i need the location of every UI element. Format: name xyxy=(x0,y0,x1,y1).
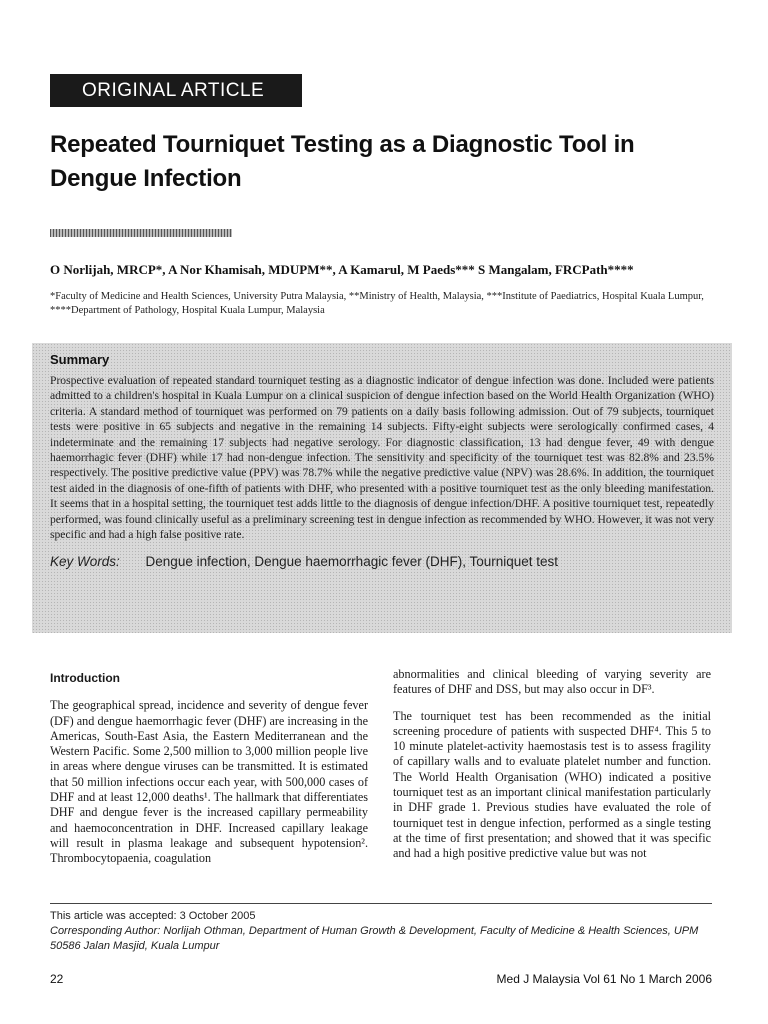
summary-text: Prospective evaluation of repeated standard tourniquet testing as a diagnostic indicator of dengue infection was done. Included were patients admitted to a children's hospital in Kuala Lumpur on a clinical suspicion of dengue infection based on the World Health Organization (WHO) criteria. A standard method of tourniquet was performed on 79 patients on a daily basis following admission. Out of 79 subjects, tourniquet tests were positive in 65 subjects and negative in the remaining 14 subjects. Fifty-eight subjects were serologically confirmed cases, 4 indeterminate and the remaining 17 subjects had negative serology. For diagnostic classification, 13 had dengue fever, 49 with dengue haemorrhagic fever (DHF) while 17 had non-dengue infection. The sensitivity and specificity of the tourniquet test was 82.8% and 23.5% respectively. The positive predictive value (PPV) was 78.7% while the negative predictive value (NPV) was 28.6%. In addition, the tourniquet test aided in the diagnosis of one-fifth of patients with DHF, who presented with a positive tourniquet test as the only bleeding manifestation. It seems that in a hospital setting, the tourniquet test adds little to the diagnosis of dengue infection/DHF. A positive tourniquet test, repeatedly performed, was found clinically useful as a preliminary screening test in dengue infection as recommended by WHO. However, it was not very specific and had a high false positive rate. xyxy=(50,374,714,542)
keywords-line xyxy=(50,554,714,569)
summary-heading: Summary xyxy=(50,352,110,367)
keywords-text: Dengue infection, Dengue haemorrhagic fever (DHF), Tourniquet test xyxy=(145,554,559,570)
body-paragraph: The tourniquet test has been recommended as the initial screening procedure of patients with suspected DHF⁴. This 5 to 10 minute platelet-activity haemostasis test is to assess fragility of capillary walls and to evaluate platelet number and function. The World Health Organisation (WHO) indicated a positive tourniquet test as an important clinical manifestation particularly in DHF grade 1. Previous studies have evaluated the role of tourniquet test in dengue infection, performed as a single testing at the time of first presentation; and showed that it was specific and had a high positive predictive value but was not xyxy=(393,708,711,861)
article-type-banner: ORIGINAL ARTICLE xyxy=(50,74,302,107)
author-list: O Norlijah, MRCP*, A Nor Khamisah, MDUPM**, A Kamarul, M Paeds*** S Mangalam, FRCPath**** xyxy=(50,262,634,277)
introduction-heading: Introduction xyxy=(50,671,120,685)
introduction-paragraph: The geographical spread, incidence and severity of dengue fever (DF) and dengue haemorrhagic fever (DHF) are increasing in the Americas, South-East Asia, the Eastern Mediterranean and the Western Pacific. Some 2,500 million to 3,000 million people live in areas where dengue viruses can be transmitted. It is estimated that 50 million infections occur each year, with 500,000 cases of DHF and at least 12,000 deaths¹. The hallmark that differentiates DHF and dengue fever is the increased capillary permeability and haemoconcentration in DHF. Increased capillary leakage will result in plasma leakage and subsequent hypotension². Thrombocytopaenia, coagulation xyxy=(50,698,368,866)
body-column-left xyxy=(50,667,368,878)
article-title: Repeated Tourniquet Testing as a Diagnostic Tool in Dengue Infection xyxy=(50,131,635,192)
summary-box xyxy=(32,343,732,633)
article-footnote xyxy=(50,909,712,954)
body-paragraph: abnormalities and clinical bleeding of varying severity are features of DHF and DSS, but may also occur in DF³. xyxy=(393,667,711,697)
keywords-label: Key Words: xyxy=(50,554,120,570)
title-divider xyxy=(50,229,232,237)
author-affiliations: *Faculty of Medicine and Health Sciences, University Putra Malaysia, **Ministry of Health, Malaysia, ***Institute of Paediatrics, Hospital Kuala Lumpur, ****Department of Pathology, Hospital Kuala Lumpur, Malaysia xyxy=(50,291,704,316)
journal-citation: Med J Malaysia Vol 61 No 1 March 2006 xyxy=(496,972,712,986)
corresponding-author: Corresponding Author: Norlijah Othman, Department of Human Growth & Development, Faculty of Medicine & Health Sciences, UPM 50586 Jalan Masjid, Kuala Lumpur xyxy=(50,925,699,952)
page-number: 22 xyxy=(50,972,64,986)
acceptance-date: This article was accepted: 3 October 2005 xyxy=(50,910,256,922)
footer-divider xyxy=(50,903,712,904)
body-column-right xyxy=(393,667,711,873)
